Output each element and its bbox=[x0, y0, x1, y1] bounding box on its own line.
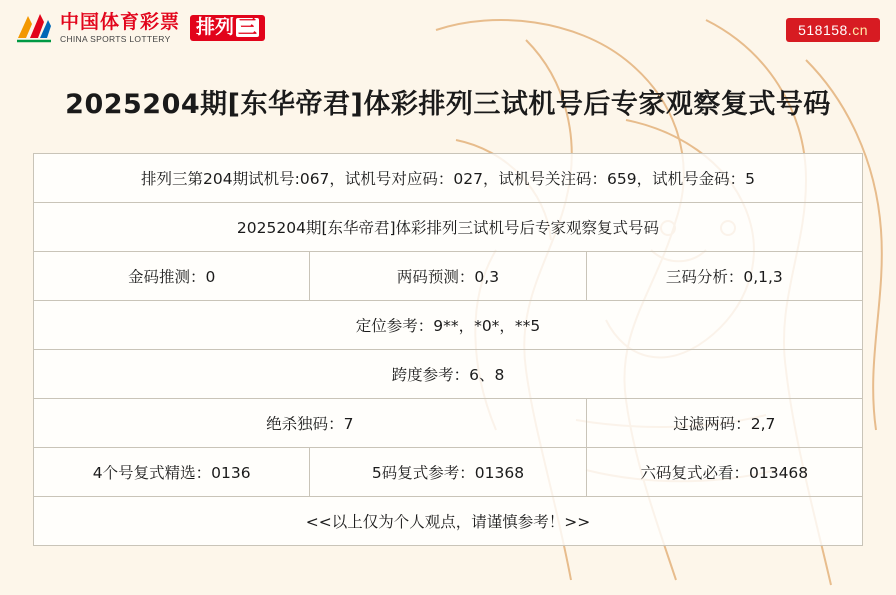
lottery-logo[interactable] bbox=[14, 8, 882, 48]
table-row bbox=[34, 350, 863, 399]
kill-code-cell: 绝杀独码：7 bbox=[34, 399, 587, 448]
prediction-table-wrapper bbox=[33, 153, 863, 546]
table-row bbox=[34, 448, 863, 497]
site-url-badge[interactable] bbox=[786, 18, 880, 42]
disclaimer-cell: <<以上仅为个人观点，请谨慎参考！>> bbox=[34, 497, 863, 546]
table-row bbox=[34, 399, 863, 448]
logo-english-name: CHINA SPORTS LOTTERY bbox=[60, 33, 171, 44]
five-number-combo-cell: 5码复式参考：01368 bbox=[310, 448, 586, 497]
page-title: 2025204期[东华帝君]体彩排列三试机号后专家观察复式号码 bbox=[65, 89, 831, 121]
four-number-combo-cell: 4个号复式精选：0136 bbox=[34, 448, 310, 497]
table-row bbox=[34, 154, 863, 203]
filter-two-code-cell: 过滤两码：2,7 bbox=[586, 399, 862, 448]
sports-lottery-icon bbox=[14, 8, 54, 48]
three-code-cell: 三码分析：0,1,3 bbox=[586, 252, 862, 301]
table-row bbox=[34, 203, 863, 252]
game-name-main: 排列 bbox=[196, 16, 235, 38]
two-code-cell: 两码预测：0,3 bbox=[310, 252, 586, 301]
game-name-badge bbox=[190, 15, 265, 41]
site-header bbox=[0, 0, 896, 58]
table-row bbox=[34, 301, 863, 350]
position-reference-cell: 定位参考：9**，*0*，**5 bbox=[34, 301, 863, 350]
gold-code-cell: 金码推测：0 bbox=[34, 252, 310, 301]
lottery-logo-text bbox=[60, 10, 181, 44]
article-subtitle-cell: 2025204期[东华帝君]体彩排列三试机号后专家观察复式号码 bbox=[34, 203, 863, 252]
span-reference-cell: 跨度参考：6、8 bbox=[34, 350, 863, 399]
six-number-combo-cell: 六码复式必看：013468 bbox=[586, 448, 862, 497]
prediction-table bbox=[33, 153, 863, 546]
test-number-cell: 排列三第204期试机号:067，试机号对应码：027，试机号关注码：659，试机号金码：5 bbox=[34, 154, 863, 203]
game-name-three: 三 bbox=[238, 16, 258, 38]
table-row bbox=[34, 252, 863, 301]
logo-chinese-name: 中国体育彩票 bbox=[60, 10, 181, 33]
table-row bbox=[34, 497, 863, 546]
site-url-name: 518158. bbox=[798, 22, 853, 38]
site-url-domain: cn bbox=[852, 22, 868, 38]
